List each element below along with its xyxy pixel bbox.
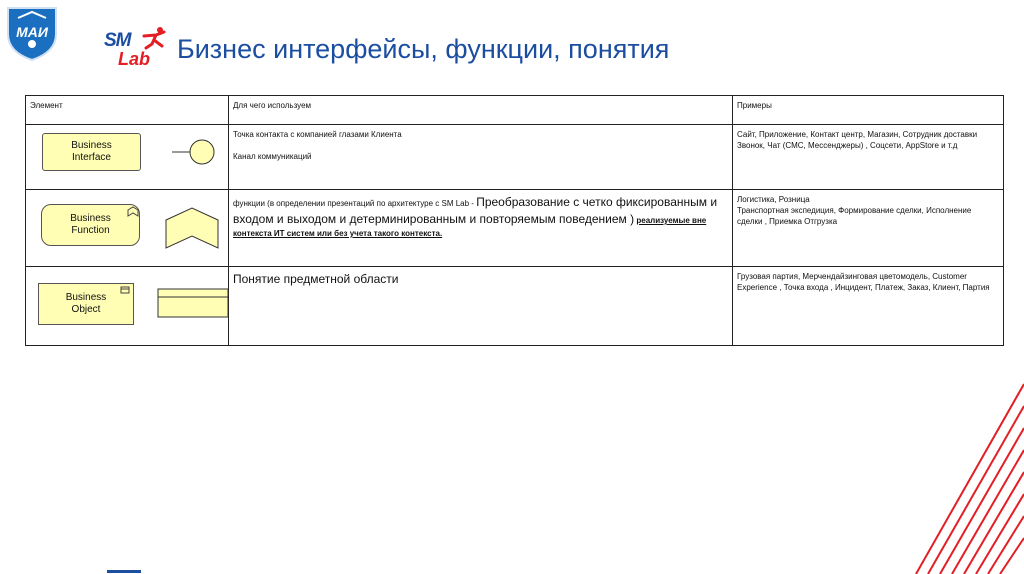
business-interface-shape [42,133,141,171]
running-figure-icon [140,26,170,50]
examples-function-line1: Логистика, Розница [737,195,810,204]
examples-function-line2: Транспортная экспедиция, Формирование сделки, Исполнение сделки , Приемка Отгрузка [737,206,972,226]
business-interface-label: Business Interface [71,140,112,163]
business-object-label: Business Object [65,292,107,315]
function-arrow-icon [162,204,222,252]
element-cell-interface [26,125,229,190]
purpose-function-small: функции (в определении презентаций по архитектуре с SM Lab - [233,199,477,208]
page-title: Бизнес интерфейсы, функции, понятия [177,34,670,64]
examples-interface-line2: Звонок, Чат (СМС, Мессенджеры) , Соцсети, AppStore и т.д [737,141,958,150]
purpose-cell-function [229,190,733,267]
purpose-function-big: Преобразование с четко фиксированным и входом и выходом и детерминированным и повторяемым поведением ) [233,195,718,226]
purpose-interface-line1: Точка контакта с компанией глазами Клиента [233,130,402,139]
header-element: Элемент [26,96,229,125]
object-rectangle-icon [156,287,232,319]
sm-logo-text: SM [104,30,131,51]
bottom-accent-line [107,570,141,573]
purpose-cell-interface [229,125,733,190]
sm-lab-logo [104,30,170,74]
examples-cell-object [733,267,1004,346]
table-row [26,190,1004,267]
elements-table [25,95,1004,346]
purpose-function-underlined: реализуемые вне контекста ИТ систем или без учета такого контекста. [233,216,707,238]
purpose-cell-object [229,267,733,346]
function-chevron-icon [126,206,140,218]
examples-cell-function [733,190,1004,267]
purpose-interface-line2: Канал коммуникаций [233,152,312,161]
table-row [26,125,1004,190]
element-cell-function [26,190,229,267]
table-header-row [26,96,1004,125]
header-examples: Примеры [733,96,1004,125]
business-function-label: Business Function [70,213,111,236]
interface-lollipop-icon [148,135,218,169]
examples-interface-line1: Сайт, Приложение, Контакт центр, Магазин, Сотрудник доставки [737,130,978,139]
object-corner-icon [120,286,130,294]
purpose-object: Понятие предметной области [233,272,399,286]
table-row [26,267,1004,346]
mai-logo-text: МАИ [16,24,48,40]
header-purpose: Для чего используем [229,96,733,125]
element-cell-object [26,267,229,346]
examples-object: Грузовая партия, Мерчендайзинговая цветомодель, Customer Experience , Точка входа , Инцидент, Платеж, Заказ, Клиент, Партия [737,272,990,292]
mai-logo [4,4,60,62]
lab-logo-text: Lab [118,49,151,69]
examples-cell-interface [733,125,1004,190]
